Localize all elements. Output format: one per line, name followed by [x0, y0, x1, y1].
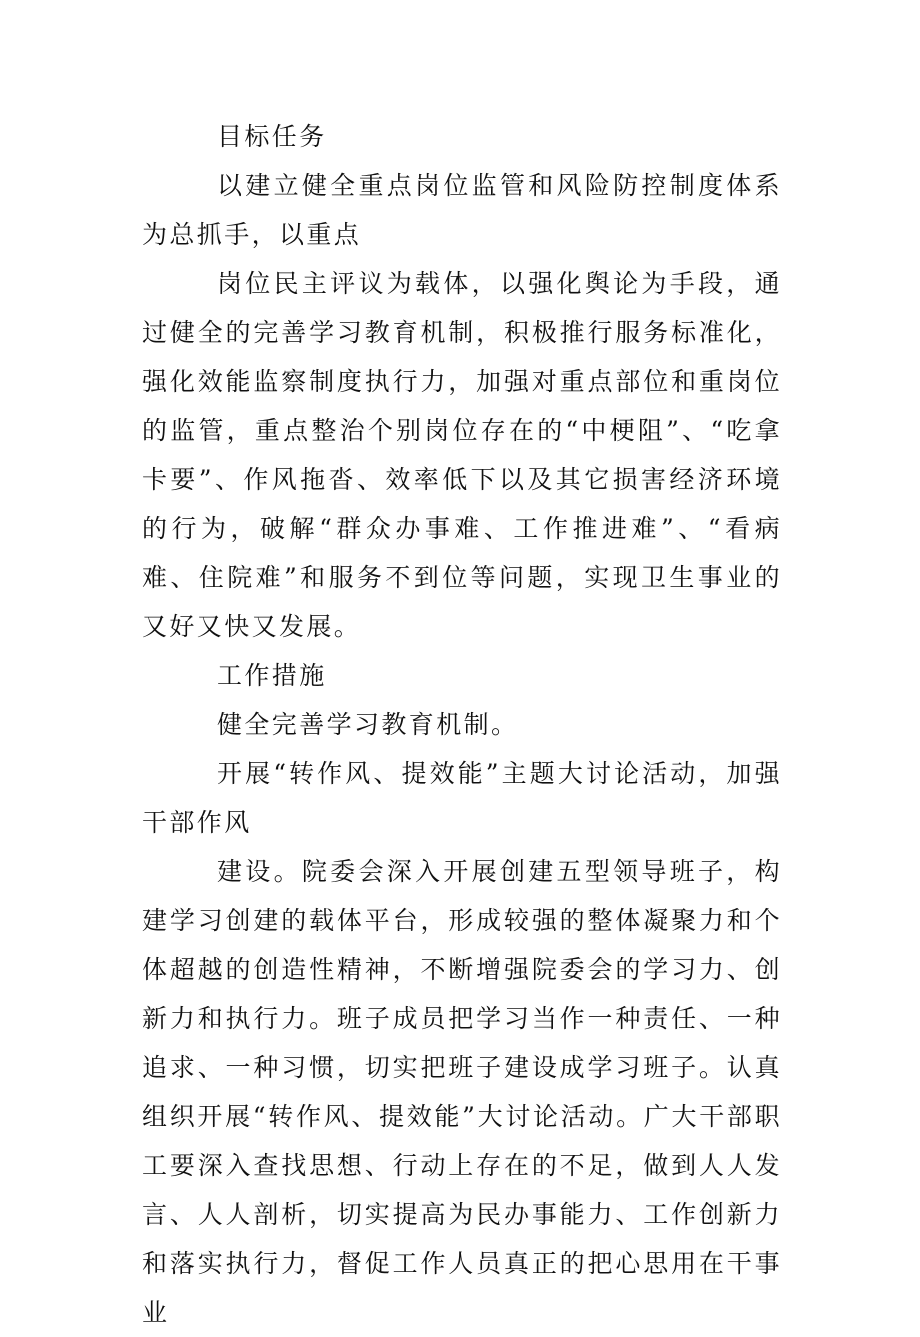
paragraph: 开展“转作风、提效能”主题大讨论活动，加强干部作风: [142, 759, 782, 837]
paragraph: 岗位民主评议为载体，以强化舆论为手段，通过健全的完善学习教育机制，积极推行服务标准化，强化效能监察制度执行力，加强对重点部位和重岗位的监管，重点整治个别岗位存在的“中梗阻”、“吃拿卡要”、作风拖沓、效率低下以及其它损害经济环境的行为，破解“群众办事难、工作推进难”、“看病难、住院难”和服务不到位等问题，实现卫生事业的又好又快又发展。: [142, 269, 782, 641]
paragraph: 建设。院委会深入开展创建五型领导班子，构建学习创建的载体平台，形成较强的整体凝聚力和个体超越的创造性精神，不断增强院委会的学习力、创新力和执行力。班子成员把学习当作一种责任、一种追求、一种习惯，切实把班子建设成学习班子。认真组织开展“转作风、提效能”大讨论活动。广大干部职工要深入查找思想、行动上存在的不足，做到人人发言、人人剖析，切实提高为民办事能力、工作创新力和落实执行力，督促工作人员真正的把心思用在干事业: [142, 857, 782, 1327]
section-heading-goals: 目标任务: [217, 122, 327, 151]
section-heading-measures: 工作措施: [217, 661, 327, 690]
subheading-learning-mechanism: 健全完善学习教育机制。: [217, 710, 519, 739]
paragraph: 以建立健全重点岗位监管和风险防控制度体系为总抓手，以重点: [142, 171, 782, 249]
document-body: [142, 112, 782, 1337]
